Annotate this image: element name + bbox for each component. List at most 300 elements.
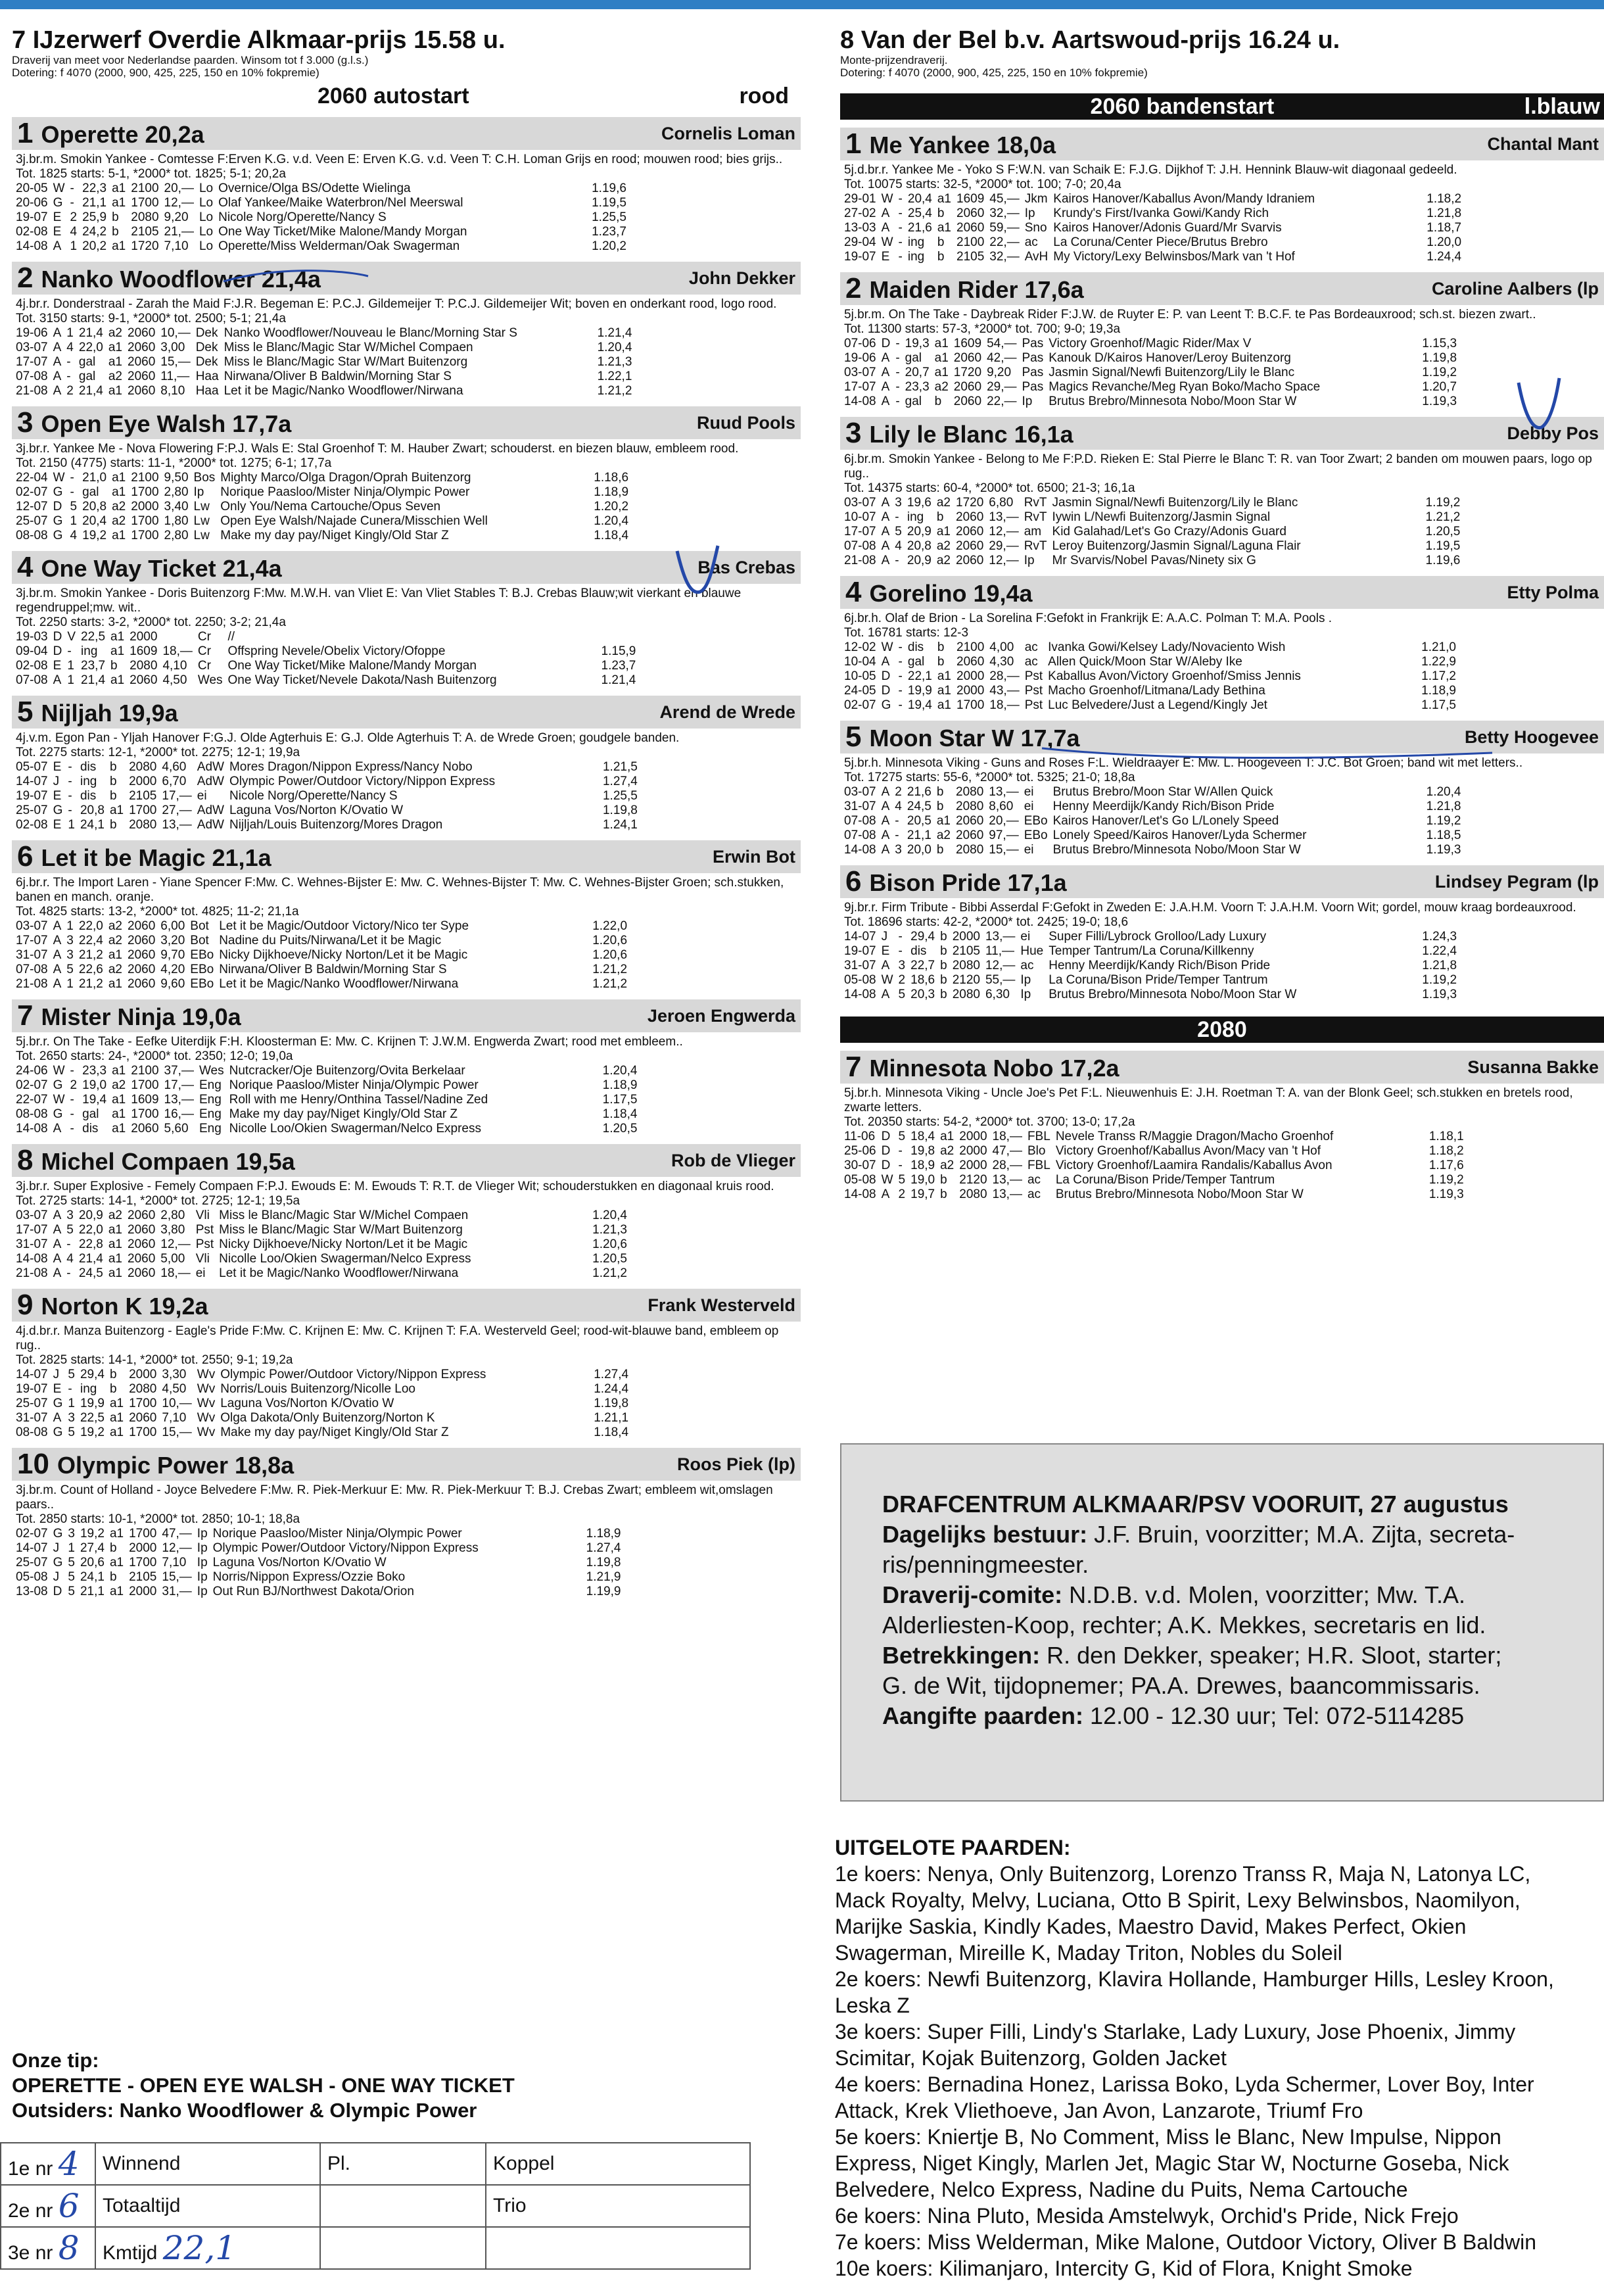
result-cell: 20,7 bbox=[905, 366, 930, 379]
result-cell: 3 bbox=[66, 934, 74, 947]
result-cell: ing bbox=[907, 510, 924, 524]
result-cell: W bbox=[881, 192, 893, 206]
result-cell: 20-05 bbox=[16, 181, 48, 195]
horse-record: Tot. 2150 (4775) starts: 11-1, *2000* tot. 1275; 6-1; 17,7a bbox=[16, 456, 332, 470]
result-cell: 1.21,2 bbox=[597, 384, 632, 398]
result-cell: 27-02 bbox=[844, 206, 876, 220]
result-cell: 21,4 bbox=[78, 384, 103, 398]
result-cell: 2060 bbox=[956, 206, 985, 220]
result-cell: 08-08 bbox=[16, 1107, 48, 1121]
result-cell: 2060 bbox=[128, 370, 156, 383]
result-cell: Pst bbox=[195, 1223, 214, 1237]
result-cell: 2060 bbox=[128, 948, 156, 962]
result-cell: One Way Ticket/Nevele Dakota/Nash Buitenzorg bbox=[227, 673, 497, 687]
result-cell: 1.15,3 bbox=[1422, 337, 1457, 350]
start-type: 2060 autostart bbox=[318, 84, 469, 108]
result-cell: b bbox=[937, 206, 945, 220]
result-cell: Kid Galahad/Let's Go Crazy/Adonis Guard bbox=[1052, 525, 1286, 538]
result-cell: Lw bbox=[193, 529, 210, 542]
result-cell: 17,— bbox=[162, 789, 192, 803]
result-cell: ing bbox=[907, 250, 925, 264]
result-cell: 5 bbox=[68, 1556, 75, 1569]
result-cell: 12,— bbox=[985, 959, 1016, 972]
result-cell: 2 bbox=[70, 1078, 78, 1092]
result-cell: a1 bbox=[934, 337, 949, 350]
result-cell: A bbox=[53, 384, 62, 398]
result-cell: Sno bbox=[1024, 221, 1047, 235]
result-cell: Nicky Dijkhoeve/Nicky Norton/Let it be Magic bbox=[219, 1237, 468, 1251]
result-cell: 22,3 bbox=[82, 181, 107, 195]
result-cell: - bbox=[895, 395, 900, 408]
result-cell: 2105 bbox=[129, 789, 157, 803]
scratched-line: 2e koers: Newfi Buitenzorg, Klavira Hollande, Hamburger Hills, Lesley Kroon, bbox=[835, 1967, 1554, 1991]
result-cell: 17-07 bbox=[844, 525, 876, 538]
handwritten-time: 22,1 bbox=[162, 2229, 237, 2267]
result-cell: 1 bbox=[68, 1541, 75, 1555]
result-cell: Luc Belvedere/Just a Legend/Kingly Jet bbox=[1048, 698, 1267, 712]
result-cell: 2060 bbox=[956, 554, 984, 567]
horse-name: Maiden Rider 17,6a bbox=[869, 276, 1084, 303]
result-cell: 14-07 bbox=[16, 775, 48, 788]
result-cell: a1 bbox=[937, 684, 951, 698]
result-cell: b bbox=[937, 655, 945, 669]
result-cell: a1 bbox=[108, 355, 122, 369]
result-cell: 13,— bbox=[992, 1173, 1022, 1187]
result-cell: Lo bbox=[199, 210, 214, 224]
result-cell: dis bbox=[910, 944, 927, 958]
result-cell: - bbox=[70, 1064, 74, 1078]
result-cell: 1.23,7 bbox=[601, 659, 636, 673]
result-cell: 25-07 bbox=[16, 1556, 48, 1569]
result-cell: 1.21,2 bbox=[1425, 510, 1461, 524]
result-cell: Ip bbox=[1022, 395, 1033, 408]
result-cell: ei bbox=[1020, 930, 1031, 944]
horse-pedigree: 5j.br.h. Minnesota Viking - Guns and Roses F:L. Wieldraayer E: Mw. L. Hoogeveen T: J.C. Bot Groen; band wit met letters.. bbox=[844, 756, 1523, 770]
result-cell: Jkm bbox=[1024, 192, 1048, 206]
result-cell: A bbox=[881, 539, 890, 553]
result-cell: 27,4 bbox=[80, 1541, 105, 1555]
result-cell: 4 bbox=[895, 800, 902, 813]
horse-record: Tot. 10075 starts: 32-5, *2000* tot. 100; 7-0; 20,4a bbox=[844, 178, 1121, 191]
result-cell: 05-07 bbox=[16, 760, 48, 774]
result-cell: - bbox=[895, 337, 900, 350]
result-cell: Bot bbox=[190, 934, 209, 947]
result-cell: 21,1 bbox=[82, 196, 107, 210]
horse-record: Tot. 1825 starts: 5-1, *2000* tot. 1825; 5-1; 20,2a bbox=[16, 167, 286, 181]
result-cell: Kairos Hanover/Let's Go L/Lonely Speed bbox=[1052, 814, 1279, 828]
result-cell: Nijljah/Louis Buitenzorg/Mores Dragon bbox=[229, 818, 443, 832]
result-cell: 2000 bbox=[131, 500, 159, 514]
horse-record: Tot. 16781 starts: 12-3 bbox=[844, 626, 969, 640]
result-cell: Brutus Brebro/Minnesota Nobo/Moon Star W bbox=[1052, 843, 1301, 857]
tip-outsiders: Outsiders: Nanko Woodflower & Olympic Power bbox=[12, 2099, 477, 2122]
result-cell: 19-07 bbox=[16, 1382, 48, 1396]
horse-number: 7 bbox=[845, 1051, 862, 1083]
result-cell: D bbox=[881, 1159, 891, 1172]
result-cell: 3 bbox=[68, 1411, 75, 1425]
info-line: Aangifte paarden: 12.00 - 12.30 uur; Tel: 072-5114285 bbox=[882, 1702, 1465, 1729]
race-color: l.blauw bbox=[1524, 94, 1600, 119]
result-cell: a2 bbox=[936, 496, 951, 510]
result-cell: D bbox=[881, 1144, 891, 1158]
result-cell: 29-01 bbox=[844, 192, 876, 206]
result-cell: 59,— bbox=[989, 221, 1020, 235]
result-cell: ac bbox=[1027, 1173, 1041, 1187]
result-cell: a2 bbox=[112, 1078, 126, 1092]
result-cell: 7,10 bbox=[164, 239, 189, 253]
horse-pedigree: 5j.d.br.r. Yankee Me - Yoko S F:W.N. van Schaik E: F.J.G. Dijkhof T: J.H. Hennink Blauw-wit diagonaal gedeeld. bbox=[844, 163, 1457, 177]
form-cell-trio[interactable]: Trio bbox=[486, 2185, 750, 2227]
result-cell: Miss le Blanc/Magic Star W/Mart Buitenzorg bbox=[219, 1223, 463, 1237]
form-cell-totaaltijd[interactable]: Totaaltijd bbox=[95, 2185, 320, 2227]
result-cell: 2060 bbox=[130, 673, 158, 687]
result-cell: 22,5 bbox=[80, 1411, 105, 1425]
result-cell: E bbox=[53, 760, 62, 774]
result-cell: 21,— bbox=[164, 225, 194, 239]
form-label: 2e nr 6 bbox=[1, 2185, 95, 2227]
result-cell: Wes bbox=[199, 1064, 224, 1078]
result-cell: 23,7 bbox=[81, 659, 106, 673]
result-cell: Jasmin Signal/Newfi Buitenzorg/Lily le Blanc bbox=[1049, 366, 1295, 379]
result-cell: 1.21,2 bbox=[592, 1266, 627, 1280]
result-cell: 23,3 bbox=[82, 1064, 107, 1078]
result-cell: 5 bbox=[70, 500, 78, 514]
result-cell: 10,— bbox=[160, 326, 191, 340]
form-cell-winnend[interactable]: Winnend bbox=[95, 2143, 320, 2185]
result-cell: 31-07 bbox=[16, 1411, 48, 1425]
result-cell: am bbox=[1024, 525, 1042, 538]
result-cell: Wv bbox=[197, 1368, 216, 1381]
horse-record: Tot. 2250 starts: 3-2, *2000* tot. 2250; 3-2; 21,4a bbox=[16, 615, 286, 629]
result-cell: G bbox=[53, 529, 63, 542]
result-cell: 22,4 bbox=[78, 934, 103, 947]
scratched-line: 6e koers: Nina Pluto, Mesida Amstelwyk, Orchid's Pride, Nick Frejo bbox=[835, 2204, 1459, 2228]
result-cell: 2080 bbox=[952, 959, 980, 972]
result-cell: 21,6 bbox=[907, 785, 932, 799]
result-cell: Victory Groenhof/Magic Rider/Max V bbox=[1049, 337, 1252, 350]
result-cell: 2120 bbox=[952, 973, 980, 987]
form-label: 3e nr 8 bbox=[1, 2227, 95, 2269]
result-cell: 1.20,4 bbox=[592, 1208, 627, 1222]
result-cell: D bbox=[881, 669, 891, 683]
result-cell: 19,4 bbox=[907, 698, 932, 712]
result-cell: FBL bbox=[1027, 1130, 1050, 1143]
result-cell: 07-06 bbox=[844, 337, 876, 350]
result-cell: 10-05 bbox=[844, 669, 876, 683]
result-cell: - bbox=[68, 789, 72, 803]
result-cell: 5 bbox=[66, 963, 74, 976]
result-cell: 22,— bbox=[989, 235, 1020, 249]
horse-name: Open Eye Walsh 17,7a bbox=[41, 410, 292, 437]
result-cell: G bbox=[881, 698, 891, 712]
result-cell: Pst bbox=[1024, 698, 1043, 712]
form-cell-koppel[interactable]: Koppel bbox=[486, 2143, 750, 2185]
result-cell: ei bbox=[1024, 800, 1034, 813]
result-cell: 1.18,7 bbox=[1427, 221, 1462, 235]
result-cell: 02-07 bbox=[16, 1078, 48, 1092]
form-cell-pl[interactable]: Pl. bbox=[320, 2143, 486, 2185]
horse-pedigree: 6j.br.m. Smokin Yankee - Belong to Me F:P.D. Rieken E: Stal Pierre le Blanc T: R. van Toor Zwart; 2 banden om mouwen paars, logo op rug.. bbox=[844, 452, 1592, 481]
result-cell: 09-04 bbox=[16, 644, 48, 658]
horse-number: 1 bbox=[845, 128, 862, 160]
result-cell: 02-08 bbox=[16, 659, 48, 673]
result-cell: ac bbox=[1024, 655, 1038, 669]
scratched-line: 3e koers: Super Filli, Lindy's Starlake, Lady Luxury, Jose Phoenix, Jimmy bbox=[835, 2020, 1516, 2044]
jockey-name: Cornelis Loman bbox=[661, 123, 795, 143]
horse-record: Tot. 2725 starts: 14-1, *2000* tot. 2725; 12-1; 19,5a bbox=[16, 1194, 300, 1208]
result-cell: 25-07 bbox=[16, 1397, 48, 1410]
result-cell: 28,— bbox=[992, 1159, 1022, 1172]
result-cell: 16,— bbox=[164, 1107, 194, 1121]
horse-record: Tot. 11300 starts: 57-3, *2000* tot. 700; 9-0; 19,3a bbox=[844, 322, 1121, 336]
result-cell: 1.20,4 bbox=[594, 514, 629, 528]
result-cell: Lw bbox=[193, 514, 210, 528]
scratched-line: 10e koers: Kilimanjaro, Intercity G, Kid of Flora, Knight Smoke bbox=[835, 2257, 1413, 2280]
result-cell: 07-08 bbox=[844, 539, 876, 553]
result-cell: Olga Dakota/Only Buitenzorg/Norton K bbox=[220, 1411, 435, 1425]
horse-name: Mister Ninja 19,0a bbox=[41, 1003, 241, 1030]
result-cell: a1 bbox=[112, 1122, 126, 1136]
result-cell: 2120 bbox=[959, 1173, 987, 1187]
result-cell: Only You/Nema Cartouche/Opus Seven bbox=[220, 500, 441, 514]
result-cell: 03-07 bbox=[844, 785, 876, 799]
result-cell: 4 bbox=[70, 529, 78, 542]
result-cell: 2060 bbox=[956, 814, 984, 828]
result-cell: A bbox=[53, 673, 62, 687]
result-cell: 5 bbox=[68, 1585, 75, 1598]
result-cell: Pst bbox=[1024, 669, 1043, 683]
result-cell: 14-07 bbox=[16, 1541, 48, 1555]
result-cell: 1.27,4 bbox=[586, 1541, 621, 1555]
result-cell: D bbox=[53, 1585, 62, 1598]
result-cell: 02-07 bbox=[16, 485, 48, 499]
result-cell: 3 bbox=[66, 1208, 74, 1222]
result-cell: 19,7 bbox=[910, 1187, 935, 1201]
result-cell: b bbox=[110, 659, 118, 673]
result-cell: A bbox=[881, 395, 890, 408]
result-cell: Nadine du Puits/Nirwana/Let it be Magic bbox=[219, 934, 442, 947]
result-cell: Open Eye Walsh/Najade Cunera/Misschien Well bbox=[220, 514, 488, 528]
result-cell: Let it be Magic/Nanko Woodflower/Nirwana bbox=[224, 384, 463, 398]
result-cell: 05-08 bbox=[844, 973, 876, 987]
result-cell: 14-08 bbox=[16, 239, 48, 253]
form-cell-kmtijd[interactable]: Kmtijd 22,1 bbox=[95, 2227, 320, 2269]
result-cell: G bbox=[53, 485, 63, 499]
result-cell: 2,80 bbox=[164, 529, 189, 542]
result-cell: 5 bbox=[895, 525, 902, 538]
result-cell: 2060 bbox=[953, 395, 982, 408]
result-cell: 15,— bbox=[160, 355, 191, 369]
result-cell: A bbox=[881, 959, 890, 972]
result-cell: a2 bbox=[936, 554, 951, 567]
result-cell: 2,80 bbox=[160, 1208, 185, 1222]
result-cell: Brutus Brebro/Minnesota Nobo/Moon Star W bbox=[1049, 988, 1297, 1001]
result-cell: 03-07 bbox=[16, 1208, 48, 1222]
result-cell: 5 bbox=[898, 1173, 906, 1187]
result-cell: 5,60 bbox=[164, 1122, 189, 1136]
horse-record: Tot. 3150 starts: 9-1, *2000* tot. 2500; 5-1; 21,4a bbox=[16, 312, 286, 325]
scratched-line: Mack Royalty, Melvy, Luciana, Otto B Spirit, Lexy Belwinsbos, Naomilyon, bbox=[835, 1888, 1521, 1912]
result-cell: 20,4 bbox=[82, 514, 107, 528]
result-cell: J bbox=[53, 1368, 60, 1381]
jockey-name: John Dekker bbox=[688, 268, 795, 288]
result-cell: 1.21,2 bbox=[592, 977, 628, 991]
result-cell: 19-03 bbox=[16, 630, 48, 644]
result-cell: 9,20 bbox=[164, 210, 189, 224]
result-cell: G bbox=[53, 803, 63, 817]
result-cell: 12,— bbox=[989, 525, 1019, 538]
race-conditions: Monte-prijzendraverij. bbox=[840, 54, 948, 66]
result-cell: a2 bbox=[940, 1144, 955, 1158]
result-cell: 1.19,5 bbox=[1425, 539, 1461, 553]
scratched-line: Marijke Saskia, Kindly Kades, Maestro David, Makes Perfect, Okien bbox=[835, 1915, 1467, 1938]
result-cell: 21-08 bbox=[16, 1266, 48, 1280]
result-cell: A bbox=[881, 843, 890, 857]
result-cell: 14-07 bbox=[16, 1368, 48, 1381]
result-cell: A bbox=[881, 221, 890, 235]
result-cell: 18,— bbox=[160, 1266, 191, 1280]
result-cell: 1700 bbox=[131, 529, 159, 542]
result-cell: 2,80 bbox=[164, 485, 189, 499]
result-cell: 14-07 bbox=[844, 930, 876, 944]
result-cell: 37,— bbox=[164, 1064, 194, 1078]
result-cell: - bbox=[70, 1122, 74, 1136]
result-cell: Ip bbox=[197, 1556, 208, 1569]
result-cell: 2080 bbox=[129, 1382, 157, 1396]
result-cell: Nicole Norg/Operette/Nancy S bbox=[218, 210, 387, 224]
result-cell: W bbox=[881, 640, 893, 654]
result-cell: EBo bbox=[190, 977, 214, 991]
result-cell: A bbox=[53, 934, 62, 947]
result-cell: 13,— bbox=[992, 1187, 1022, 1201]
result-cell: Kairos Hanover/Kaballus Avon/Mandy Idraniem bbox=[1053, 192, 1315, 206]
result-cell: 21,4 bbox=[78, 326, 103, 340]
result-cell: - bbox=[895, 351, 900, 365]
result-cell: 19,3 bbox=[905, 337, 930, 350]
result-cell: 1700 bbox=[956, 698, 985, 712]
result-cell: Lo bbox=[199, 225, 214, 239]
result-cell: 2080 bbox=[959, 1187, 987, 1201]
result-cell: 2060 bbox=[956, 655, 985, 669]
result-cell: 2060 bbox=[953, 351, 982, 365]
result-cell: 18,— bbox=[989, 698, 1020, 712]
result-cell: b bbox=[112, 225, 119, 239]
result-cell: a1 bbox=[109, 1527, 124, 1541]
horse-number: 7 bbox=[17, 999, 34, 1032]
result-cell: A bbox=[53, 1237, 62, 1251]
result-cell: 13,— bbox=[989, 785, 1019, 799]
result-cell: AvH bbox=[1024, 250, 1049, 264]
result-cell: 20,8 bbox=[80, 803, 105, 817]
result-cell: 12,— bbox=[989, 554, 1019, 567]
result-cell: Mores Dragon/Nippon Express/Nancy Nobo bbox=[229, 760, 473, 774]
result-cell: Ivanka Gowi/Kelsey Lady/Novaciento Wish bbox=[1048, 640, 1286, 654]
result-cell: Bos bbox=[193, 471, 216, 485]
result-cell: 24,1 bbox=[80, 1570, 105, 1584]
result-cell: 1.19,3 bbox=[1428, 1187, 1464, 1201]
result-cell: 10,— bbox=[162, 1397, 192, 1410]
result-cell: b bbox=[940, 973, 947, 987]
result-cell: 1.25,5 bbox=[602, 789, 638, 803]
handwritten-number: 6 bbox=[58, 2187, 80, 2225]
info-line: Betrekkingen: R. den Dekker, speaker; H.R. Sloot, starter; bbox=[882, 1642, 1502, 1669]
result-cell: 3,40 bbox=[164, 500, 189, 514]
race-conditions: Draverij van meet voor Nederlandse paarden. Winsom tot f 3.000 (g.l.s.) bbox=[12, 54, 369, 66]
result-cell: 1.19,5 bbox=[592, 196, 626, 210]
result-cell: Krundy's First/Ivanka Gowi/Kandy Rich bbox=[1053, 206, 1269, 220]
result-cell: - bbox=[898, 1144, 903, 1158]
result-cell: 1.19,3 bbox=[1422, 988, 1457, 1001]
horse-number: 5 bbox=[17, 696, 34, 728]
result-cell: D bbox=[881, 337, 891, 350]
result-cell: a1 bbox=[108, 1266, 122, 1280]
result-cell: A bbox=[53, 355, 62, 369]
result-cell: 25-07 bbox=[16, 514, 48, 528]
jockey-name: Chantal Mant bbox=[1487, 133, 1599, 154]
result-cell: 03-07 bbox=[844, 496, 876, 510]
result-cell: 4,60 bbox=[162, 760, 187, 774]
result-cell: 1609 bbox=[953, 337, 982, 350]
horse-name: Me Yankee 18,0a bbox=[869, 132, 1056, 158]
result-cell: J bbox=[53, 1570, 60, 1584]
result-cell: W bbox=[53, 471, 65, 485]
result-cell: 47,— bbox=[162, 1527, 192, 1541]
result-cell: dis bbox=[80, 760, 97, 774]
result-cell: A bbox=[881, 554, 890, 567]
result-cell: 1.18,1 bbox=[1428, 1130, 1464, 1143]
result-cell: - bbox=[66, 1266, 71, 1280]
result-cell: 25-07 bbox=[16, 803, 48, 817]
result-cell: D bbox=[881, 684, 891, 698]
result-cell: 3 bbox=[66, 948, 74, 962]
horse-pedigree: 5j.br.h. Minnesota Viking - Uncle Joe's Pet F:L. Nieuwenhuis E: J.H. Roetman T: A. van der Blonk Geel; sch.stukken en bretels rood, zwarte letters. bbox=[844, 1086, 1573, 1114]
horse-name: Gorelino 19,4a bbox=[869, 580, 1033, 607]
result-cell: 1.27,4 bbox=[602, 775, 638, 788]
result-cell: 1720 bbox=[956, 496, 984, 510]
result-cell: FBL bbox=[1027, 1159, 1050, 1172]
result-cell: E bbox=[881, 944, 890, 958]
result-cell: 14-08 bbox=[844, 1187, 876, 1201]
result-cell: G bbox=[53, 1397, 63, 1410]
result-cell: 31-07 bbox=[16, 948, 48, 962]
pen-underline bbox=[224, 271, 368, 281]
result-cell: 1609 bbox=[956, 192, 985, 206]
result-cell: 2000 bbox=[959, 1144, 987, 1158]
result-cell: A bbox=[53, 239, 62, 253]
result-cell: AdW bbox=[197, 760, 224, 774]
result-cell: 22,0 bbox=[78, 341, 103, 354]
horse-number: 9 bbox=[17, 1289, 34, 1321]
result-cell: a1 bbox=[108, 384, 122, 398]
result-cell: a1 bbox=[109, 1425, 124, 1439]
result-cell: 2060 bbox=[128, 341, 156, 354]
result-cell: 45,— bbox=[989, 192, 1020, 206]
result-cell: Leroy Buitenzorg/Jasmin Signal/Laguna Flair bbox=[1052, 539, 1301, 553]
result-cell: 19,6 bbox=[907, 496, 932, 510]
result-cell: 2060 bbox=[128, 919, 156, 933]
result-cell: G bbox=[53, 1527, 63, 1541]
result-cell: 2060 bbox=[131, 1122, 159, 1136]
result-cell: 2060 bbox=[128, 1252, 156, 1266]
result-cell: RvT bbox=[1024, 496, 1047, 510]
result-cell: 13-03 bbox=[844, 221, 876, 235]
result-cell: 1.19,6 bbox=[592, 181, 626, 195]
horse-number: 6 bbox=[17, 840, 34, 873]
result-cell: 13,— bbox=[989, 510, 1019, 524]
result-cell: 2080 bbox=[129, 818, 157, 832]
result-cell: Blo bbox=[1027, 1144, 1046, 1158]
result-cell: 1 bbox=[66, 919, 74, 933]
